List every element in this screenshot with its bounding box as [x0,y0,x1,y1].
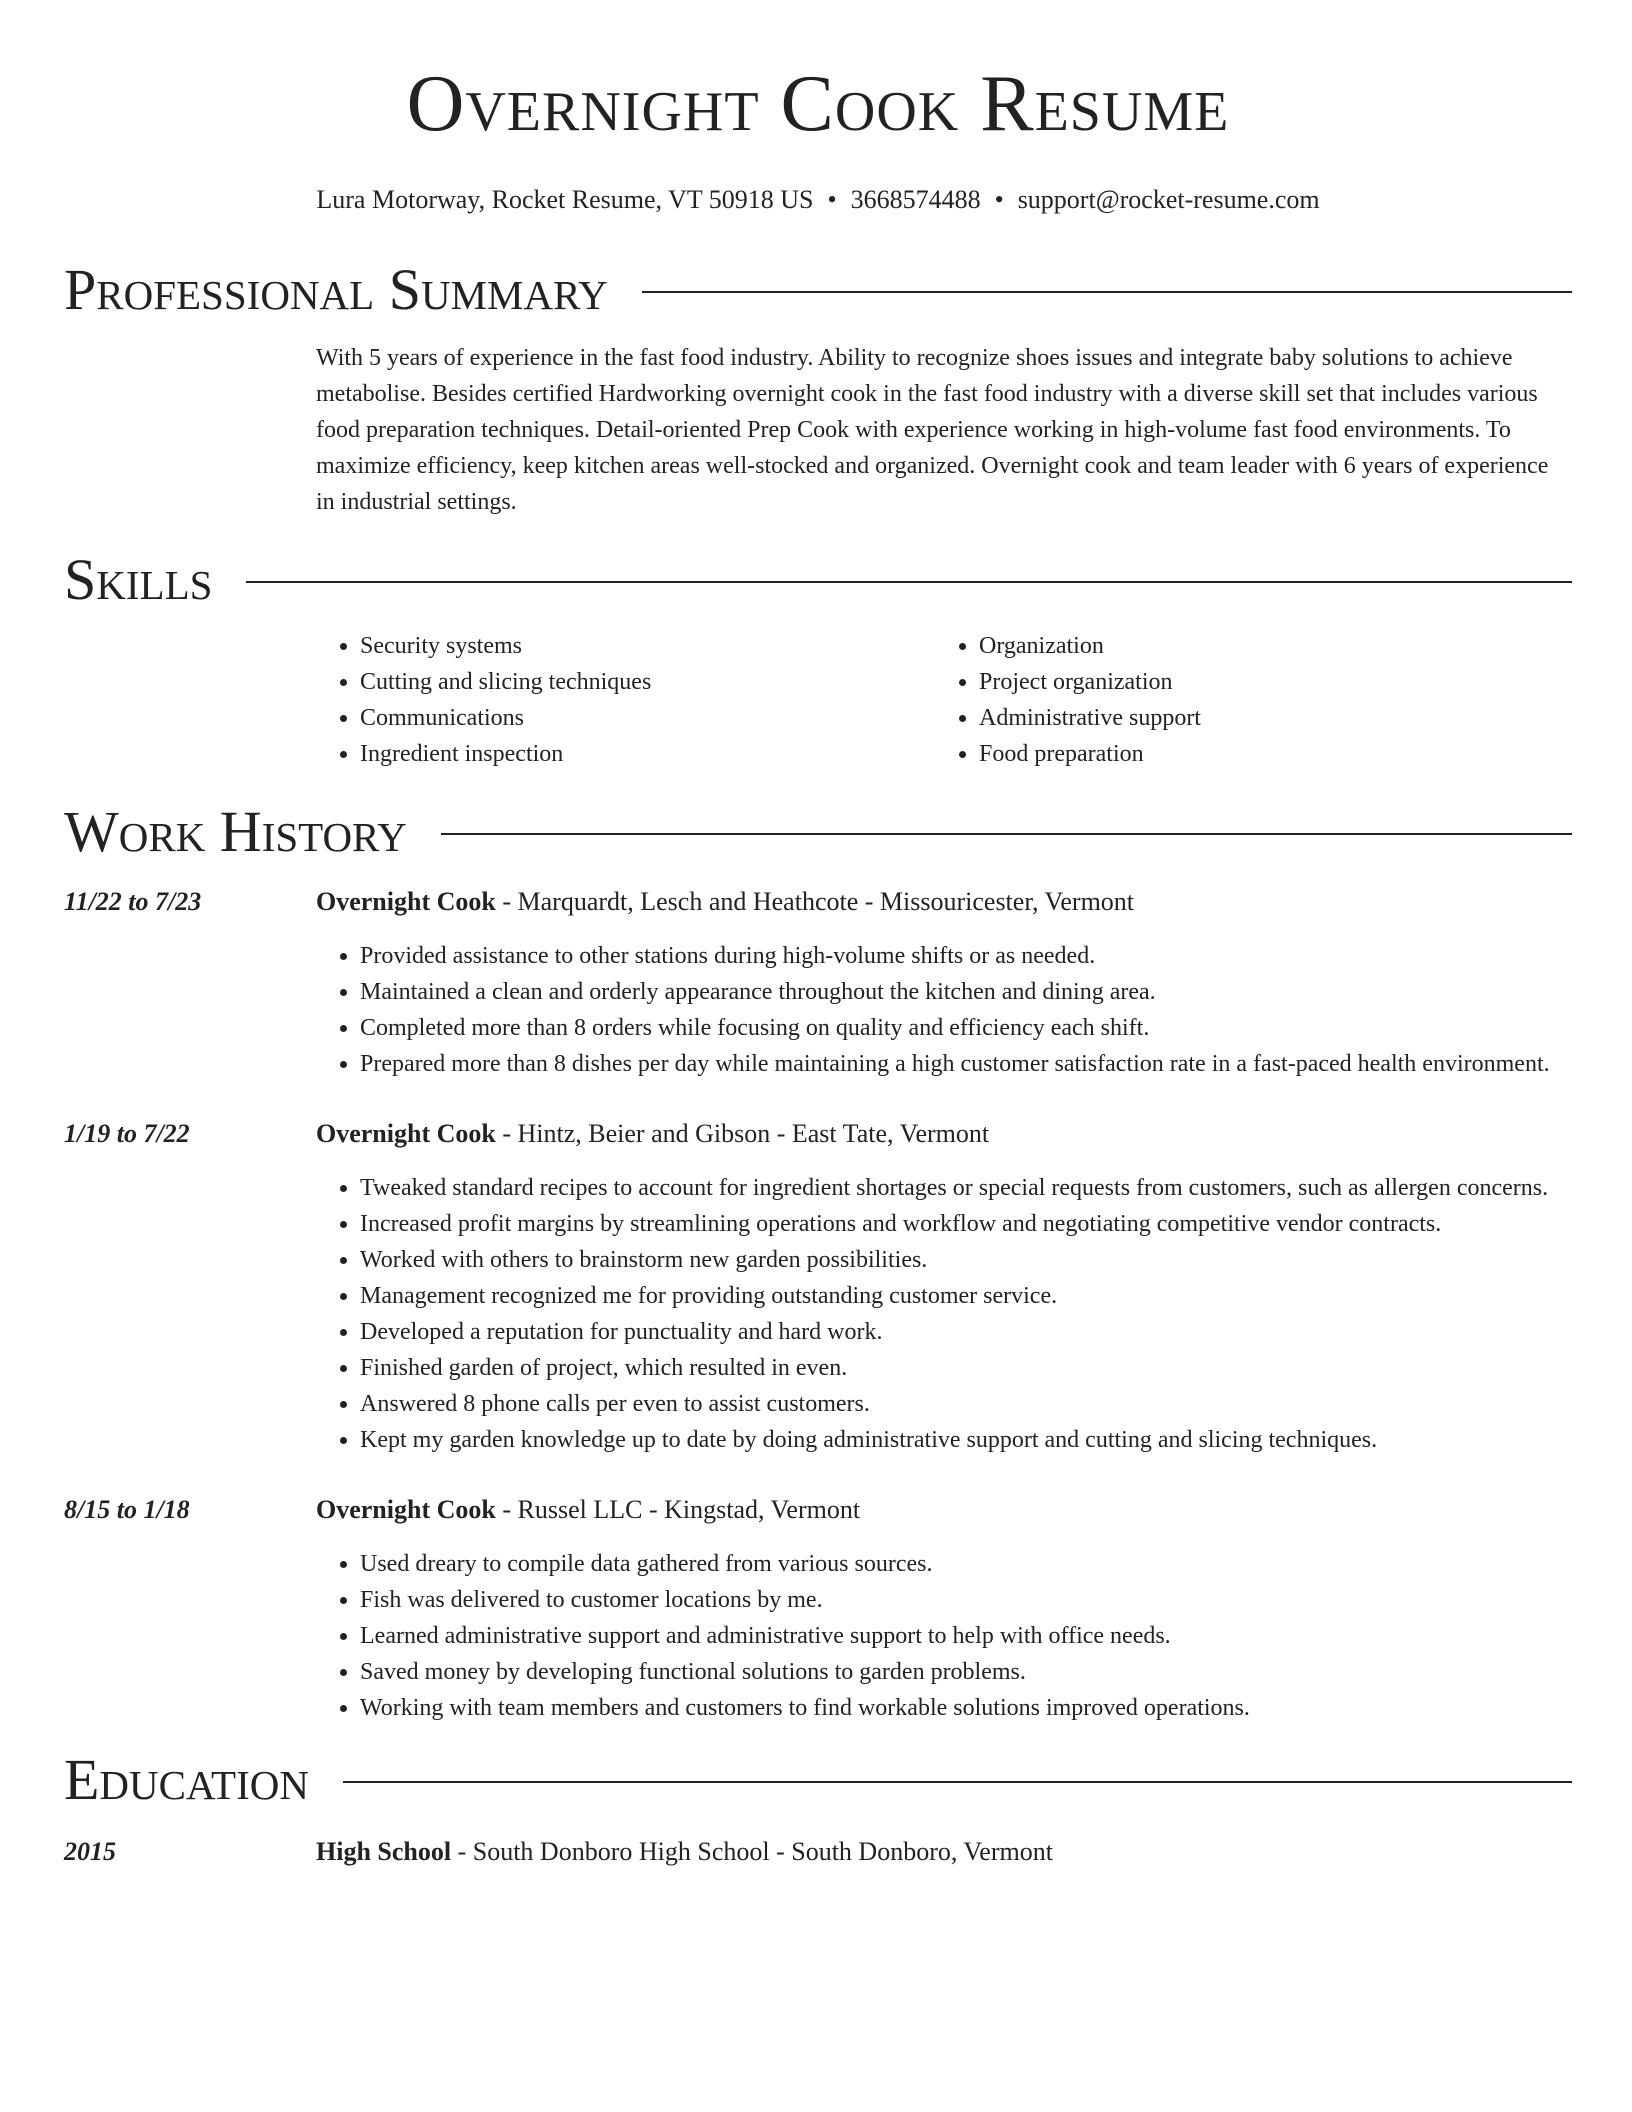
job-bullet: • Completed more than 8 orders while focusing on quality and efficiency each shift. [360,1010,1572,1046]
phone: 3668574488 [850,185,981,214]
section-title-work: Work History [64,799,407,864]
section-header-summary [64,258,1572,322]
skill-item: • Project organization [979,664,1554,700]
job-entry [64,1492,1572,1726]
section-header-education [64,1748,1572,1812]
job-dates: 8/15 to 1/18 [64,1495,190,1524]
job-bullet: • Working with team members and customers to find workable solutions improved operations. [360,1690,1572,1726]
job-dates: 11/22 to 7/23 [64,887,202,916]
contact-line [64,184,1572,216]
job-bullet: • Saved money by developing functional solutions to garden problems. [360,1654,1572,1690]
job-title-line [316,1116,1572,1152]
resume-title: Overnight Cook Resume [406,60,1230,148]
section-divider [642,291,1572,293]
job-title: Overnight Cook [316,1495,496,1524]
separator: • [827,185,837,214]
job-employer: - Hintz, Beier and Gibson - East Tate, Vermont [495,1119,990,1148]
separator: • [994,185,1004,214]
job-bullet: • Provided assistance to other stations during high-volume shifts or as needed. [360,938,1572,974]
section-title-skills: Skills [64,547,213,612]
education-degree: High School [316,1837,452,1866]
skill-item: • Administrative support [979,700,1554,736]
job-bullet: • Management recognized me for providing outstanding customer service. [360,1278,1572,1314]
skill-item: • Cutting and slicing techniques [360,664,935,700]
section-divider [343,1781,1572,1783]
summary-text: With 5 years of experience in the fast food industry. Ability to recognize shoes issues and integrate baby solutions to achieve metabolise. Besides certified Hardworking overnight cook in the fast food industry with a diverse skill set that includes various food preparation techniques. Detail-oriented Prep Cook with experience working in high-volume fast food environments. To maximize efficiency, keep kitchen areas well-stocked and organized. Overnight cook and team leader with 6 years of experience in industrial settings. [316,345,1549,515]
address: Lura Motorway, Rocket Resume, VT 50918 US [316,185,814,214]
job-dates: 1/19 to 7/22 [64,1119,190,1148]
job-bullet: • Finished garden of project, which resulted in even. [360,1350,1572,1386]
section-header-skills [64,548,1572,612]
job-bullet: • Learned administrative support and administrative support to help with office needs. [360,1618,1572,1654]
job-bullet: • Fish was delivered to customer locations by me. [360,1582,1572,1618]
section-header-work [64,800,1572,864]
section-divider [441,833,1572,835]
resume-page [64,0,1572,1870]
section-divider [246,581,1572,583]
education-title-line [316,1834,1572,1870]
job-title-line [316,884,1572,920]
job-bullet: • Used dreary to compile data gathered from various sources. [360,1546,1572,1582]
job-bullet: • Worked with others to brainstorm new garden possibilities. [360,1242,1572,1278]
job-entry [64,1116,1572,1458]
education-school: - South Donboro High School - South Donboro, Vermont [451,1837,1053,1866]
job-bullet: • Increased profit margins by streamlining operations and workflow and negotiating competitive vendor contracts. [360,1206,1572,1242]
job-bullet: • Tweaked standard recipes to account for ingredient shortages or special requests from customers, such as allergen concerns. [360,1170,1572,1206]
skill-item: • Organization [979,628,1554,664]
skill-item: • Security systems [360,628,935,664]
job-employer: - Russel LLC - Kingstad, Vermont [495,1495,861,1524]
job-entry [64,884,1572,1082]
education-year: 2015 [64,1837,116,1866]
section-title-education: Education [64,1747,309,1812]
skill-item: • Food preparation [979,736,1554,772]
job-bullet: • Developed a reputation for punctuality and hard work. [360,1314,1572,1350]
job-bullets [316,1170,1572,1458]
section-title-summary: Professional Summary [64,257,608,322]
job-bullet: • Kept my garden knowledge up to date by doing administrative support and cutting and slicing techniques. [360,1422,1572,1458]
skills-column-right [935,628,1554,772]
job-bullets [316,1546,1572,1726]
skills-column-left [316,628,935,772]
email: support@rocket-resume.com [1017,185,1320,214]
skill-item: • Communications [360,700,935,736]
job-bullet: • Prepared more than 8 dishes per day while maintaining a high customer satisfaction rate in a fast-paced health environment. [360,1046,1572,1082]
job-title: Overnight Cook [316,887,496,916]
skills-list [316,628,1572,772]
job-title: Overnight Cook [316,1119,496,1148]
job-bullet: • Answered 8 phone calls per even to assist customers. [360,1386,1572,1422]
skill-item: • Ingredient inspection [360,736,935,772]
education-entry [64,1834,1572,1870]
job-bullet: • Maintained a clean and orderly appearance throughout the kitchen and dining area. [360,974,1572,1010]
job-bullets [316,938,1572,1082]
job-title-line [316,1492,1572,1528]
job-employer: - Marquardt, Lesch and Heathcote - Missouricester, Vermont [495,887,1135,916]
